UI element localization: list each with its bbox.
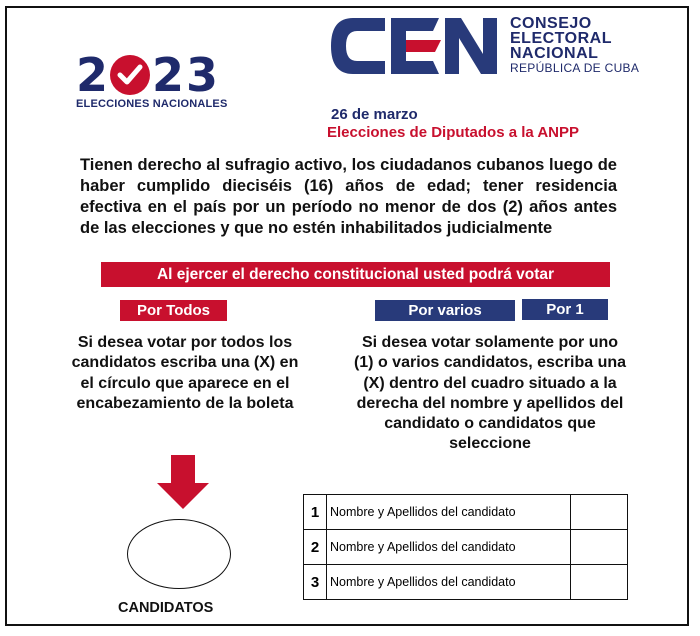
election-date: 26 de marzo	[331, 106, 418, 123]
year-suffix: 23	[152, 48, 221, 102]
vote-box	[571, 530, 628, 565]
vote-box	[571, 495, 628, 530]
candidate-number: 2	[304, 530, 327, 565]
down-arrow-icon	[155, 455, 211, 511]
logo-2023-subtitle: ELECCIONES NACIONALES	[76, 98, 228, 110]
option-por-todos: Por Todos	[120, 300, 227, 321]
cen-line-4: REPÚBLICA DE CUBA	[510, 61, 640, 75]
candidate-number: 1	[304, 495, 327, 530]
table-row	[304, 565, 628, 600]
instruction-several: Si desea votar solamente por uno (1) o varios candidatos, escriba una (X) dentro del cuadro situado a la derecha del nombre y apellidos del candidato o candidatos que seleccione	[353, 334, 627, 453]
cen-line-3: NACIONAL	[510, 45, 599, 62]
vote-all-circle	[127, 519, 231, 589]
cen-line-2: ELECTORAL	[510, 30, 612, 47]
table-row	[304, 530, 628, 565]
candidate-name: Nombre y Apellidos del candidato	[327, 530, 571, 565]
vote-box	[571, 565, 628, 600]
table-row	[304, 495, 628, 530]
voting-banner: Al ejercer el derecho constitucional usted podrá votar	[101, 262, 610, 287]
candidate-table	[303, 494, 628, 600]
intro-paragraph: Tienen derecho al sufragio activo, los ciudadanos cubanos luego de haber cumplido dieciséis (16) años de edad; tener residencia efectiva en el país por un período no menor de dos (2) años antes de las elecciones y que no estén inhabilitados judicialmente	[80, 156, 617, 237]
candidate-name: Nombre y Apellidos del candidato	[327, 565, 571, 600]
year-prefix: 2	[76, 48, 111, 102]
option-por-varios: Por varios	[375, 300, 515, 321]
instruction-all: Si desea votar por todos los candidatos escriba una (X) en el círculo que aparece en el encabezamiento de la boleta	[71, 334, 299, 412]
cen-line-1: CONSEJO	[510, 15, 592, 32]
election-title: Elecciones de Diputados a la ANPP	[327, 124, 580, 141]
candidates-label: CANDIDATOS	[118, 600, 214, 616]
candidate-name: Nombre y Apellidos del candidato	[327, 495, 571, 530]
option-por-1: Por 1	[522, 299, 608, 320]
candidate-number: 3	[304, 565, 327, 600]
logo-2023	[76, 48, 221, 102]
cen-wordmark	[510, 16, 639, 76]
checkmark-zero-icon	[110, 55, 150, 95]
cen-logo-icon	[327, 14, 503, 78]
